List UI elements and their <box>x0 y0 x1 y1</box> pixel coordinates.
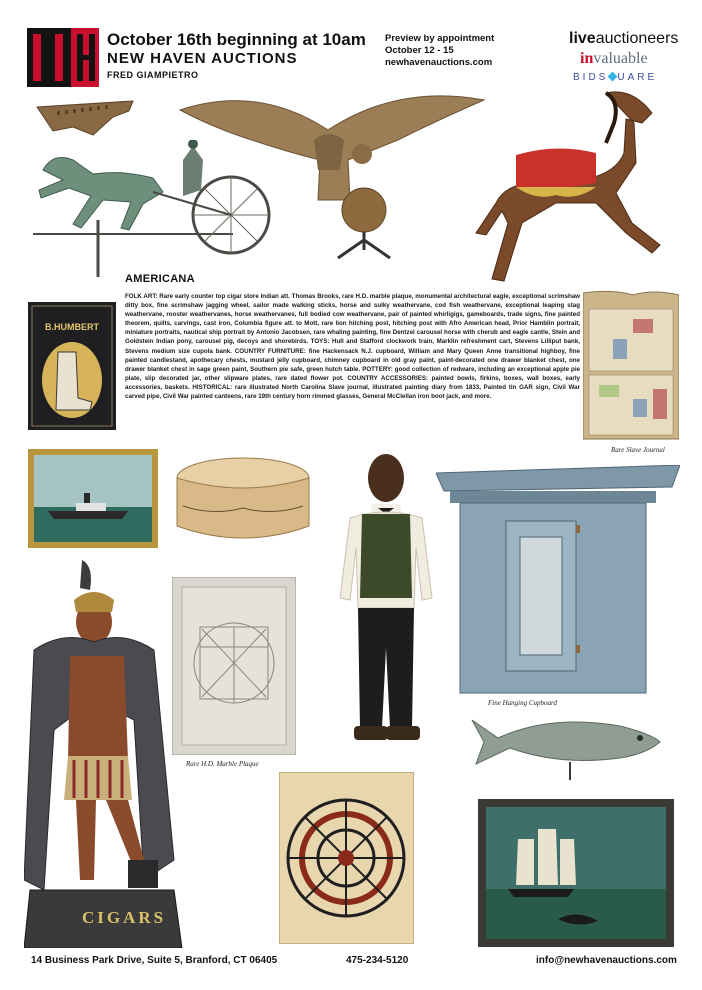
website-link[interactable]: newhavenauctions.com <box>385 57 493 68</box>
plaque-caption: Rare H.D. Marble Plaque <box>186 760 259 768</box>
nh-logo <box>27 28 99 87</box>
footer-address: 14 Business Park Drive, Suite 5, Branford, CT 06405 <box>31 955 278 966</box>
carousel-horse-image <box>456 83 676 283</box>
humbert-sign-text: B.HUMBERT <box>45 322 99 332</box>
footer-phone[interactable]: 475-234-5120 <box>346 955 409 966</box>
bidsquare-logo[interactable]: BIDS UARE <box>573 72 658 83</box>
marble-plaque-image <box>172 577 296 755</box>
eagle-comb-image <box>33 97 139 139</box>
lot-description: FOLK ART: Rare early counter top cigar store Indian att. Thomas Brooks, rare H.D. marble plaque, monumental architectural eagle, exceptional scrimshaw ditty box, fine scrimshaw jagging wheel, sailor made walking sticks, horse and sulky weathervane, cod fish weathervane, exceptional leaping stag weathervane, rooster weathervanes, horse weathervanes, full bodied cow weathervane, pair of painted whirligigs, gameboards, trade signs, fine painted theorem, quilts, carvings, cast iron, Columbia figure att. to Mott, rare lion hitching post, hitching post with Afro American head, Prior Hamblin portrait, miniature portraits, nautical ship portrait by Antonio Jacobsen, rare whaling painting, fine Dentzel carousel horse with cherub and eagle cantle, Stein and Goldstein Indian pony, carousel pig, decoys and shorebirds. TOYS: Hull and Stafford clockwork train, Marklin refreshment cart, Stevens Lilliput bank, Stevens medium size cupola bank. COUNTRY FURNITURE: fine Hackensack N.J. cupboard, William and Mary Queen Anne transitional highboy, fine painted candlestand, apothecary chests, mustard jelly cupboard, chimney cupboard in old gray paint, paint-decorated one drawer blanket chest, one drawer blanket chest in sage green paint, Southern pie safe, green hutch table. POTTERY: good collection of redware, including an exceptional apple pie plate, slip decorated jar, other slipware plates, rare dated flower pot. COUNTRY ACCESSORIES: painted bowls, firkins, boxes, wall boxes, early accessories, baskets. HISTORICAL: rare illustrated North Carolina Slave journal, illustrated painting diary from 1833, Painted tin GAR sign, Civil War carved pipe, Civil War painted canteens, rare 19th century horn rimmed glasses, General McClellan iron boot jack, and more. <box>125 293 580 401</box>
codfish-weathervane-image <box>470 708 664 780</box>
painted-pantry-box-image <box>173 456 313 550</box>
journal-caption: Rare Slave Journal <box>611 446 665 454</box>
preview-title: Preview by appointment <box>385 33 495 44</box>
liveauctioneers-logo[interactable]: liveauctioneers <box>569 30 679 47</box>
whaling-painting-image <box>478 799 674 947</box>
auction-date: October 16th beginning at 10am <box>107 30 366 49</box>
architectural-eagle-image <box>178 80 486 260</box>
invaluable-logo[interactable]: invaluable <box>580 50 648 67</box>
cigar-store-indian-image <box>24 560 190 948</box>
auctioneer-name: FRED GIAMPIETRO <box>107 70 199 80</box>
carved-figure-image <box>328 448 444 748</box>
slave-journal-image <box>583 289 679 443</box>
gameboard-image <box>279 772 414 944</box>
preview-dates: October 12 - 15 <box>385 45 454 56</box>
ship-portrait-painting-image <box>28 449 158 548</box>
footer-email[interactable]: info@newhavenauctions.com <box>536 955 677 966</box>
hanging-cupboard-image <box>436 465 680 697</box>
company-name: NEW HAVEN AUCTIONS <box>107 50 298 67</box>
section-heading: AMERICANA <box>125 273 195 285</box>
cupboard-caption: Fine Hanging Cupboard <box>488 699 557 707</box>
preview-info <box>385 33 494 69</box>
cigars-sign-text: CIGARS <box>82 908 167 927</box>
